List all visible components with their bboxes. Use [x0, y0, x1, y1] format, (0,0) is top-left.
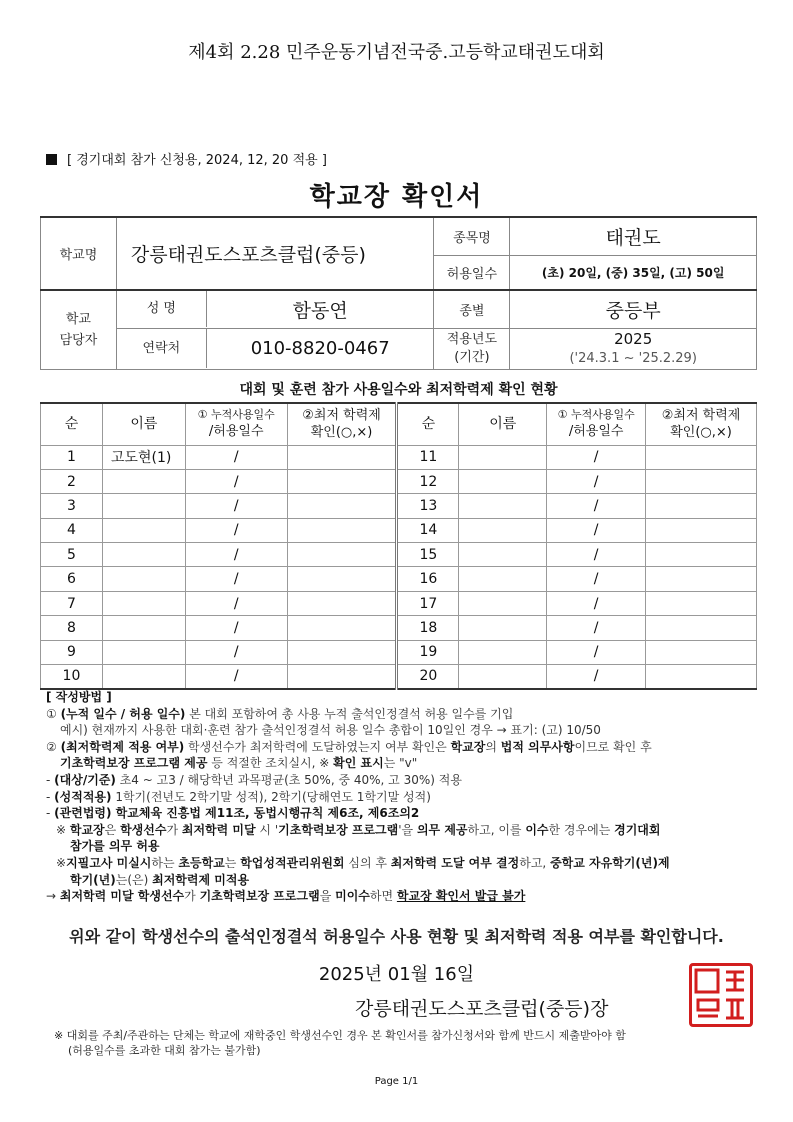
header-days-right — [547, 403, 646, 445]
row-no-right: 20 — [397, 665, 459, 689]
notice-line — [46, 149, 327, 168]
row-no: 2 — [41, 469, 103, 493]
row-min-check-right — [646, 567, 757, 591]
note-7-t12: 최저학력제 미적용 — [152, 872, 250, 887]
row-name-right — [459, 591, 547, 615]
row-name-right — [459, 518, 547, 542]
row-min-check-right — [646, 665, 757, 689]
footer-note — [54, 1028, 754, 1058]
row-min-check — [287, 640, 397, 664]
header-days-right-line2: /허용일수 — [568, 423, 624, 439]
instructions-heading: [ 작성방법 ] — [46, 690, 112, 704]
note-7-t4: 는 — [224, 855, 241, 870]
row-name-right — [459, 543, 547, 567]
row-min-check — [287, 518, 397, 542]
note-2-particle: 의 — [485, 739, 501, 754]
row-days: / — [185, 518, 287, 542]
note-6-t12: 한 경우에는 — [548, 822, 615, 837]
section-title: 대회 및 훈련 참가 사용일수와 최저학력제 확인 현황 — [239, 382, 558, 398]
row-days-right: / — [547, 640, 646, 664]
note-7-t3: 초등학교 — [178, 855, 225, 870]
header-days-line2: /허용일수 — [208, 423, 264, 439]
note-8-t1: 최저학력 미달 학생선수 — [59, 889, 185, 904]
row-min-check-right — [646, 543, 757, 567]
table-row — [41, 591, 757, 615]
row-name — [102, 616, 185, 640]
row-days: / — [185, 567, 287, 591]
header-min-line2: 확인(○,×) — [310, 425, 373, 441]
row-min-check — [287, 445, 397, 469]
manager-name: 함동연 — [292, 299, 348, 322]
event-name: 태권도 — [510, 217, 757, 255]
manager-label-line1: 학교 — [65, 311, 91, 327]
note-2-tail: 이므로 확인 후 — [574, 739, 652, 754]
note-8-t3: 기초학력보장 프로그램 — [199, 889, 320, 904]
row-no-right: 12 — [397, 469, 459, 493]
competition-title: 제4회 2.28 민주운동기념전국중.고등학교태권도대회 — [188, 42, 605, 63]
row-days-right: / — [547, 591, 646, 615]
row-name-right — [459, 640, 547, 664]
header-days — [185, 403, 287, 445]
year-label — [434, 328, 510, 369]
table-row — [41, 543, 757, 567]
row-name-right — [459, 494, 547, 518]
year-label-line2: (기간) — [454, 349, 490, 365]
period: ('24.3.1 ~ '25.2.29) — [569, 350, 697, 366]
row-days-right: / — [547, 445, 646, 469]
note-7-t8: 하고, — [519, 855, 551, 870]
table-row — [41, 567, 757, 591]
row-min-check — [287, 616, 397, 640]
note-3-key: (대상/기준) — [54, 772, 116, 787]
row-min-check — [287, 469, 397, 493]
row-name — [102, 469, 185, 493]
usage-table-body — [41, 445, 757, 689]
row-days-right: / — [547, 494, 646, 518]
row-name — [102, 494, 185, 518]
note-2-principal: 학교장 — [450, 739, 486, 754]
row-min-check-right — [646, 640, 757, 664]
table-row — [41, 518, 757, 542]
row-name — [102, 518, 185, 542]
row-no-right: 16 — [397, 567, 459, 591]
row-no: 9 — [41, 640, 103, 664]
row-days-right: / — [547, 665, 646, 689]
note-7 — [46, 855, 758, 872]
row-days: / — [185, 445, 287, 469]
note-8-t6: 하면 — [369, 889, 397, 904]
note-7-t6: 심의 후 — [344, 855, 391, 870]
note-6-t10: 하고, 이를 — [467, 822, 526, 837]
row-no-right: 17 — [397, 591, 459, 615]
note-2-text: 학생선수가 최저학력에 도달하였는지 여부 확인은 — [184, 739, 451, 754]
division-label: 종별 — [434, 290, 510, 328]
row-no-right: 19 — [397, 640, 459, 664]
phone-number: 010-8820-0467 — [250, 338, 390, 359]
document-title: 학교장 확인서 — [309, 182, 484, 212]
note-8-t7: 학교장 확인서 발급 불가 — [396, 889, 526, 904]
row-no-right: 11 — [397, 445, 459, 469]
header-min — [287, 403, 397, 445]
header-no-right: 순 — [397, 403, 459, 445]
row-days-right: / — [547, 616, 646, 640]
header-min-right — [646, 403, 757, 445]
event-label: 종목명 — [434, 217, 510, 255]
school-name: 강릉태권도스포츠클럽(중등) — [116, 217, 434, 290]
note-7-t2: 하는 — [151, 855, 179, 870]
row-no-right: 15 — [397, 543, 459, 567]
row-min-check-right — [646, 591, 757, 615]
row-min-check — [287, 567, 397, 591]
header-no: 순 — [41, 403, 103, 445]
row-days: / — [185, 494, 287, 518]
note-2-key: (최저학력제 적용 여부) — [60, 739, 185, 754]
note-1 — [46, 706, 758, 723]
note-6-t2: 은 — [104, 822, 121, 837]
header-min-right-line2: 확인(○,×) — [670, 425, 732, 441]
note-2-mark: 확인 표시 — [333, 756, 384, 771]
footer-note-line1: ※ 대회를 주최/주관하는 단체는 학교에 재학중인 학생선수인 경우 본 확인서를 참가신청서와 함께 반드시 제출받아야 함 — [54, 1029, 626, 1042]
row-min-check — [287, 665, 397, 689]
note-6-t4: 가 — [166, 822, 182, 837]
allowed-days: (초) 20일, (중) 35일, (고) 50일 — [510, 255, 757, 290]
row-min-check — [287, 591, 397, 615]
school-label: 학교명 — [41, 217, 117, 290]
row-no: 7 — [41, 591, 103, 615]
issuer: 강릉태권도스포츠클럽(중등)장 — [355, 998, 609, 1020]
table-row — [41, 469, 757, 493]
note-6-t11: 이수 — [525, 822, 549, 837]
header-name-right: 이름 — [459, 403, 547, 445]
seal-graphic — [692, 966, 750, 1024]
row-name-right — [459, 469, 547, 493]
info-table — [40, 216, 757, 370]
allowed-days-label: 허용일수 — [434, 255, 510, 290]
row-no: 10 — [41, 665, 103, 689]
row-days: / — [185, 543, 287, 567]
note-2-marker: ② — [46, 739, 61, 754]
row-name — [102, 543, 185, 567]
row-name-right — [459, 445, 547, 469]
row-days: / — [185, 640, 287, 664]
note-6-t6: 시 ' — [255, 822, 279, 837]
note-6-cont: 참가를 의무 허용 — [70, 839, 160, 854]
note-7-marker: ※ — [56, 855, 67, 870]
note-7-t5: 학업성적관리위원회 — [240, 855, 345, 870]
row-min-check — [287, 543, 397, 567]
row-days-right: / — [547, 469, 646, 493]
instructions — [46, 689, 758, 905]
note-1-text: 본 대회 포함하여 총 사용 누적 출석인정결석 허용 일수를 기입 — [185, 706, 514, 721]
note-6-t13: 경기대회 — [614, 822, 661, 837]
note-8-t4: 을 — [319, 889, 336, 904]
note-5-marker: - — [46, 806, 55, 821]
note-2-program: 기초학력보장 프로그램 제공 — [60, 756, 208, 771]
notice-text: [ 경기대회 참가 신청용, 2024, 12, 20 적용 ] — [67, 153, 327, 168]
note-3 — [46, 772, 758, 789]
row-days: / — [185, 665, 287, 689]
note-7-t11: 는(은) — [115, 872, 153, 887]
note-2-measures: 등 적절한 조치실시, ※ — [207, 756, 334, 771]
official-seal-icon — [689, 963, 753, 1027]
note-2-mark-value: 는 "v" — [383, 756, 418, 771]
row-days: / — [185, 469, 287, 493]
note-3-marker: - — [46, 772, 55, 787]
note-4 — [46, 789, 758, 806]
note-7-t10: 학기(년) — [70, 872, 116, 887]
row-name — [102, 640, 185, 664]
table-row — [41, 494, 757, 518]
row-no: 5 — [41, 543, 103, 567]
note-8-t2: 가 — [184, 889, 200, 904]
header-days-line1: ① 누적사용일수 — [197, 408, 275, 422]
row-days-right: / — [547, 518, 646, 542]
page-number: Page 1/1 — [374, 1076, 419, 1087]
note-7-t7: 최저학력 도달 여부 결정 — [390, 855, 520, 870]
manager-label — [41, 290, 117, 369]
table-row — [41, 640, 757, 664]
note-8 — [46, 888, 758, 905]
row-name-right — [459, 567, 547, 591]
row-no: 8 — [41, 616, 103, 640]
row-no: 6 — [41, 567, 103, 591]
note-6-t5: 최저학력 미달 — [181, 822, 256, 837]
note-4-text: 1학기(전년도 2학기말 성적), 2학기(당해연도 1학기말 성적) — [111, 789, 431, 804]
row-min-check-right — [646, 469, 757, 493]
note-5-text: (관련법령) 학교체육 진흥법 제11조, 동법시행규칙 제6조, 제6조의2 — [54, 806, 420, 821]
row-min-check-right — [646, 518, 757, 542]
note-2-duty: 법적 의무사항 — [500, 739, 575, 754]
name-cell — [116, 290, 434, 328]
square-bullet-icon — [46, 154, 57, 165]
confirmation-statement: 위와 같이 학생선수의 출석인정결석 허용일수 사용 현황 및 최저학력 적용 여부를 확인합니다. — [69, 927, 724, 946]
manager-label-line2: 담당자 — [59, 332, 98, 348]
row-name: 고도현(1) — [102, 445, 185, 469]
name-label: 성 명 — [117, 291, 207, 327]
usage-table — [40, 402, 757, 690]
note-7-t1: 지필고사 미실시 — [66, 855, 152, 870]
row-min-check — [287, 494, 397, 518]
note-1-example: 예시) 현재까지 사용한 대회·훈련 참가 출석인정결석 허용 일수 총합이 10일인 경우 → 표기: (고) 10/50 — [60, 723, 601, 738]
row-days-right: / — [547, 543, 646, 567]
note-6-t8: '을 — [398, 822, 417, 837]
row-min-check-right — [646, 494, 757, 518]
contact-label: 연락처 — [117, 329, 207, 368]
contact-cell — [116, 328, 434, 369]
row-days: / — [185, 616, 287, 640]
year: 2025 — [614, 329, 653, 348]
note-6-t7: 기초학력보장 프로그램 — [278, 822, 399, 837]
row-min-check-right — [646, 445, 757, 469]
note-3-text: 초4 ~ 고3 / 해당학년 과목평균(초 50%, 중 40%, 고 30%) 적용 — [115, 772, 462, 787]
year-cell — [510, 328, 757, 369]
note-8-t5: 미이수 — [335, 889, 370, 904]
note-5 — [46, 805, 758, 822]
division: 중등부 — [510, 290, 757, 328]
row-no-right: 18 — [397, 616, 459, 640]
note-6 — [46, 822, 758, 839]
header-min-right-line1: ②최저 학력제 — [661, 407, 741, 423]
table-row — [41, 445, 757, 469]
header-days-right-line1: ① 누적사용일수 — [557, 408, 635, 422]
note-7-cont — [46, 872, 758, 889]
issue-date: 2025년 01월 16일 — [318, 964, 475, 985]
header-min-line1: ②최저 학력제 — [302, 407, 381, 423]
row-no: 3 — [41, 494, 103, 518]
note-7-t9: 중학교 자유학기(년)제 — [550, 855, 670, 870]
note-6-marker: ※ — [56, 822, 70, 837]
row-name-right — [459, 665, 547, 689]
row-days-right: / — [547, 567, 646, 591]
note-1-marker: ① — [46, 706, 61, 721]
note-1-key: (누적 일수 / 허용 일수) — [60, 706, 186, 721]
row-no-right: 13 — [397, 494, 459, 518]
note-4-key: (성적적용) — [54, 789, 112, 804]
row-no: 4 — [41, 518, 103, 542]
note-2 — [46, 739, 758, 756]
header-name: 이름 — [102, 403, 185, 445]
table-row — [41, 665, 757, 689]
row-name — [102, 567, 185, 591]
note-6-t9: 의무 제공 — [416, 822, 468, 837]
row-no: 1 — [41, 445, 103, 469]
footer-note-line2: (허용일수를 초과한 대회 참가는 불가함) — [68, 1044, 261, 1057]
row-days: / — [185, 591, 287, 615]
table-row — [41, 616, 757, 640]
row-name-right — [459, 616, 547, 640]
row-min-check-right — [646, 616, 757, 640]
note-6-t1: 학교장 — [69, 822, 105, 837]
row-no-right: 14 — [397, 518, 459, 542]
row-name — [102, 591, 185, 615]
note-8-marker: → — [46, 889, 60, 904]
note-6-t3: 학생선수 — [120, 822, 167, 837]
year-label-line1: 적용년도 — [446, 331, 498, 347]
row-name — [102, 665, 185, 689]
note-2-cont — [46, 755, 758, 772]
note-4-marker: - — [46, 789, 55, 804]
